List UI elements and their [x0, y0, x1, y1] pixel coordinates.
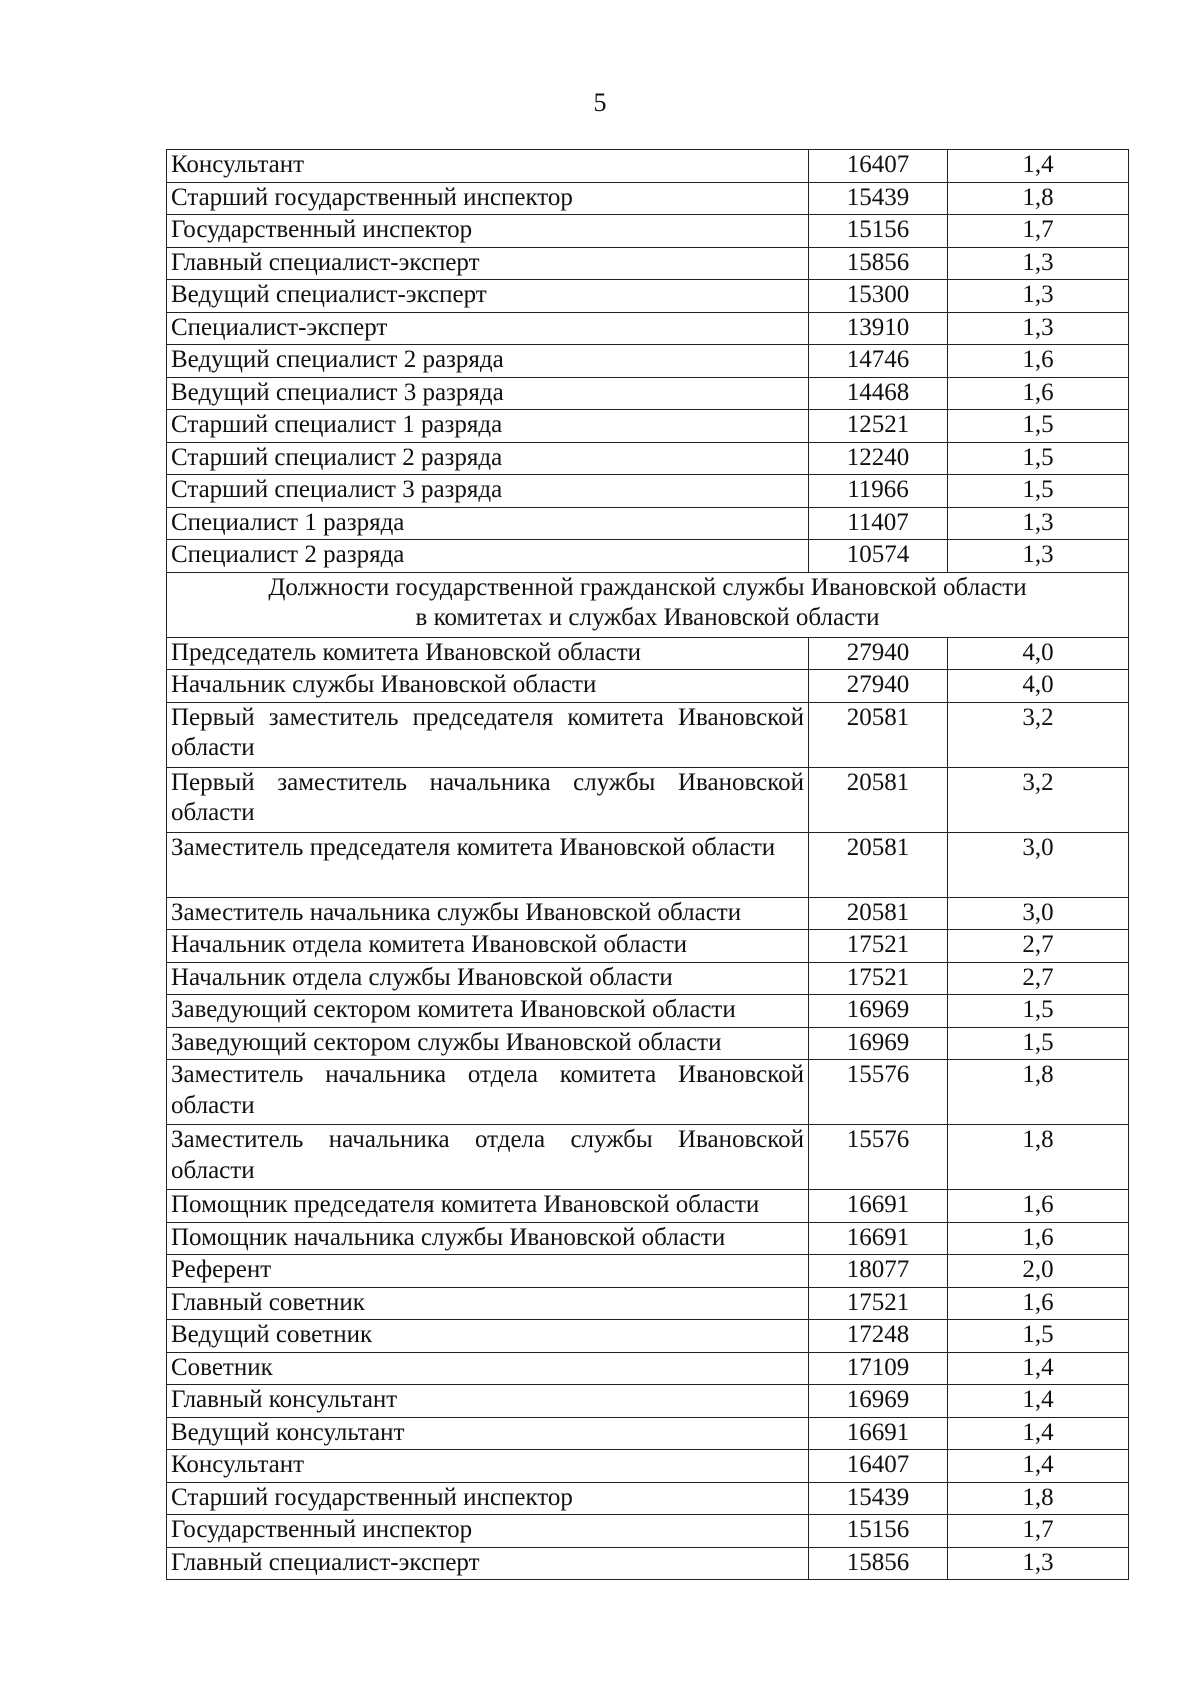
- table-row: [167, 150, 1129, 183]
- section-heading-body: [167, 572, 1129, 637]
- table-row: [167, 410, 1129, 443]
- position-name-cell: Заместитель начальника отдела комитета Ивановской области: [167, 1060, 809, 1125]
- coefficient-cell: 1,3: [948, 247, 1129, 280]
- coefficient-cell: 1,6: [948, 1222, 1129, 1255]
- salary-cell: 14468: [809, 377, 948, 410]
- position-name-cell: Заместитель начальника отдела службы Ивановской области: [167, 1125, 809, 1190]
- salary-cell: 15300: [809, 280, 948, 313]
- section-heading: [167, 572, 1129, 637]
- table-row: [167, 1320, 1129, 1353]
- position-name-cell: Специалист 1 разряда: [167, 507, 809, 540]
- salary-cell: 15856: [809, 247, 948, 280]
- table-row: [167, 215, 1129, 248]
- coefficient-cell: 2,7: [948, 962, 1129, 995]
- salary-cell: 11966: [809, 475, 948, 508]
- table-body-bottom: [167, 637, 1129, 1580]
- table-row: [167, 1515, 1129, 1548]
- coefficient-cell: 1,3: [948, 540, 1129, 573]
- salary-cell: 15439: [809, 182, 948, 215]
- coefficient-cell: 1,8: [948, 1482, 1129, 1515]
- table-row: [167, 637, 1129, 670]
- position-name-cell: Консультант: [167, 150, 809, 183]
- position-name-cell: Начальник службы Ивановской области: [167, 670, 809, 703]
- salary-cell: 27940: [809, 670, 948, 703]
- salary-cell: 15576: [809, 1060, 948, 1125]
- table-row: [167, 247, 1129, 280]
- position-name-cell: Ведущий консультант: [167, 1417, 809, 1450]
- table-row: [167, 182, 1129, 215]
- position-name-cell: Заместитель начальника службы Ивановской области: [167, 897, 809, 930]
- salary-cell: 13910: [809, 312, 948, 345]
- section-heading-row: [167, 572, 1129, 637]
- position-name-cell: Старший государственный инспектор: [167, 182, 809, 215]
- salary-cell: 20581: [809, 767, 948, 832]
- salary-cell: 14746: [809, 345, 948, 378]
- table-row: [167, 702, 1129, 767]
- position-name-cell: Начальник отдела службы Ивановской области: [167, 962, 809, 995]
- table-row: [167, 1222, 1129, 1255]
- position-name-cell: Главный советник: [167, 1287, 809, 1320]
- coefficient-cell: 1,5: [948, 1320, 1129, 1353]
- table-body-top: [167, 150, 1129, 573]
- table-row: [167, 1450, 1129, 1483]
- coefficient-cell: 3,0: [948, 897, 1129, 930]
- coefficient-cell: 1,5: [948, 475, 1129, 508]
- coefficient-cell: 1,4: [948, 1450, 1129, 1483]
- salary-cell: 15856: [809, 1547, 948, 1580]
- coefficient-cell: 1,7: [948, 1515, 1129, 1548]
- coefficient-cell: 2,7: [948, 930, 1129, 963]
- table-row: [167, 1352, 1129, 1385]
- coefficient-cell: 2,0: [948, 1255, 1129, 1288]
- coefficient-cell: 1,4: [948, 1417, 1129, 1450]
- coefficient-cell: 1,8: [948, 182, 1129, 215]
- position-name-cell: Ведущий специалист 2 разряда: [167, 345, 809, 378]
- coefficient-cell: 4,0: [948, 637, 1129, 670]
- salary-cell: 16407: [809, 1450, 948, 1483]
- salary-cell: 16969: [809, 1027, 948, 1060]
- salary-cell: 15156: [809, 215, 948, 248]
- table-row: [167, 962, 1129, 995]
- table-row: [167, 1287, 1129, 1320]
- position-name-cell: Первый заместитель председателя комитета Ивановской области: [167, 702, 809, 767]
- salary-cell: 10574: [809, 540, 948, 573]
- salary-cell: 17521: [809, 930, 948, 963]
- salary-cell: 18077: [809, 1255, 948, 1288]
- coefficient-cell: 1,7: [948, 215, 1129, 248]
- table-row: [167, 1417, 1129, 1450]
- table-row: [167, 1125, 1129, 1190]
- table-row: [167, 377, 1129, 410]
- salary-cell: 15439: [809, 1482, 948, 1515]
- position-name-cell: Заведующий сектором комитета Ивановской области: [167, 995, 809, 1028]
- position-name-cell: Старший специалист 1 разряда: [167, 410, 809, 443]
- salary-cell: 17248: [809, 1320, 948, 1353]
- position-name-cell: Начальник отдела комитета Ивановской области: [167, 930, 809, 963]
- table-row: [167, 767, 1129, 832]
- position-name-cell: Государственный инспектор: [167, 215, 809, 248]
- table-row: [167, 1060, 1129, 1125]
- position-name-cell: Главный специалист-эксперт: [167, 247, 809, 280]
- salary-cell: 20581: [809, 702, 948, 767]
- page-number: 5: [593, 88, 607, 117]
- salary-cell: 15156: [809, 1515, 948, 1548]
- position-name-cell: Председатель комитета Ивановской области: [167, 637, 809, 670]
- position-name-cell: Заведующий сектором службы Ивановской области: [167, 1027, 809, 1060]
- position-name-cell: Помощник начальника службы Ивановской области: [167, 1222, 809, 1255]
- position-name-cell: Старший специалист 2 разряда: [167, 442, 809, 475]
- coefficient-cell: 1,3: [948, 1547, 1129, 1580]
- position-name-cell: Старший государственный инспектор: [167, 1482, 809, 1515]
- position-name-cell: Помощник председателя комитета Ивановской области: [167, 1190, 809, 1223]
- coefficient-cell: 1,5: [948, 1027, 1129, 1060]
- salary-cell: 16691: [809, 1190, 948, 1223]
- position-name-cell: Специалист 2 разряда: [167, 540, 809, 573]
- table-row: [167, 507, 1129, 540]
- coefficient-cell: 1,3: [948, 280, 1129, 313]
- salary-cell: 20581: [809, 897, 948, 930]
- table-row: [167, 1385, 1129, 1418]
- table-row: [167, 475, 1129, 508]
- coefficient-cell: 1,6: [948, 345, 1129, 378]
- position-name-cell: Ведущий советник: [167, 1320, 809, 1353]
- salary-cell: 11407: [809, 507, 948, 540]
- position-name-cell: Ведущий специалист-эксперт: [167, 280, 809, 313]
- salary-cell: 17109: [809, 1352, 948, 1385]
- salary-table: [166, 149, 1129, 1580]
- salary-cell: 12521: [809, 410, 948, 443]
- coefficient-cell: 1,5: [948, 995, 1129, 1028]
- salary-cell: 16969: [809, 1385, 948, 1418]
- coefficient-cell: 1,4: [948, 1352, 1129, 1385]
- salary-cell: 16691: [809, 1222, 948, 1255]
- table-row: [167, 280, 1129, 313]
- coefficient-cell: 1,3: [948, 507, 1129, 540]
- coefficient-cell: 1,6: [948, 377, 1129, 410]
- salary-cell: 16691: [809, 1417, 948, 1450]
- position-name-cell: Специалист-эксперт: [167, 312, 809, 345]
- salary-cell: 17521: [809, 962, 948, 995]
- coefficient-cell: 1,8: [948, 1125, 1129, 1190]
- table-row: [167, 442, 1129, 475]
- salary-cell: 27940: [809, 637, 948, 670]
- table-row: [167, 1547, 1129, 1580]
- section-heading-line-2: в комитетах и службах Ивановской области: [415, 604, 880, 631]
- position-name-cell: Заместитель председателя комитета Ивановской области: [167, 832, 809, 897]
- table-row: [167, 1190, 1129, 1223]
- salary-cell: 15576: [809, 1125, 948, 1190]
- coefficient-cell: 1,8: [948, 1060, 1129, 1125]
- coefficient-cell: 1,6: [948, 1287, 1129, 1320]
- table-row: [167, 995, 1129, 1028]
- salary-cell: 17521: [809, 1287, 948, 1320]
- salary-cell: 16969: [809, 995, 948, 1028]
- table-row: [167, 832, 1129, 897]
- coefficient-cell: 1,4: [948, 1385, 1129, 1418]
- table-row: [167, 312, 1129, 345]
- position-name-cell: Ведущий специалист 3 разряда: [167, 377, 809, 410]
- table-row: [167, 1027, 1129, 1060]
- table-row: [167, 345, 1129, 378]
- coefficient-cell: 4,0: [948, 670, 1129, 703]
- coefficient-cell: 1,6: [948, 1190, 1129, 1223]
- salary-cell: 20581: [809, 832, 948, 897]
- position-name-cell: Советник: [167, 1352, 809, 1385]
- coefficient-cell: 1,5: [948, 410, 1129, 443]
- position-name-cell: Старший специалист 3 разряда: [167, 475, 809, 508]
- coefficient-cell: 1,5: [948, 442, 1129, 475]
- position-name-cell: Консультант: [167, 1450, 809, 1483]
- coefficient-cell: 1,4: [948, 150, 1129, 183]
- table-row: [167, 930, 1129, 963]
- position-name-cell: Главный специалист-эксперт: [167, 1547, 809, 1580]
- position-name-cell: Референт: [167, 1255, 809, 1288]
- table-row: [167, 1255, 1129, 1288]
- table-row: [167, 670, 1129, 703]
- position-name-cell: Первый заместитель начальника службы Ивановской области: [167, 767, 809, 832]
- coefficient-cell: 3,2: [948, 767, 1129, 832]
- coefficient-cell: 3,2: [948, 702, 1129, 767]
- coefficient-cell: 1,3: [948, 312, 1129, 345]
- coefficient-cell: 3,0: [948, 832, 1129, 897]
- salary-cell: 12240: [809, 442, 948, 475]
- table-row: [167, 897, 1129, 930]
- position-name-cell: Главный консультант: [167, 1385, 809, 1418]
- section-heading-line-1: Должности государственной гражданской службы Ивановской области: [268, 573, 1027, 601]
- table-row: [167, 1482, 1129, 1515]
- table-row: [167, 540, 1129, 573]
- salary-cell: 16407: [809, 150, 948, 183]
- position-name-cell: Государственный инспектор: [167, 1515, 809, 1548]
